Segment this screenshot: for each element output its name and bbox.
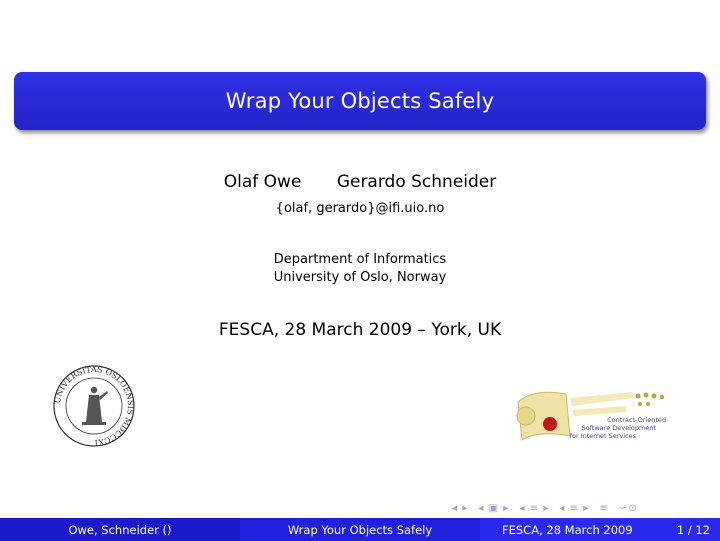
footer-right: [480, 518, 720, 541]
footer-page-number: 1 / 12: [676, 522, 710, 537]
title-banner: [14, 72, 706, 130]
author-2: Gerardo Schneider: [336, 172, 497, 192]
cosoda-line-1: Contract-Oriented: [607, 416, 666, 424]
footer-authors: Owe, Schneider (): [0, 518, 240, 541]
uio-seal-logo: [52, 364, 136, 448]
decor-dots-icon: [636, 393, 665, 407]
cosoda-line-3: for Internet Services: [569, 432, 636, 440]
footer-title: Wrap Your Objects Safely: [240, 518, 480, 541]
nav-slide-icon[interactable]: ◂ ≡ ▸: [559, 503, 590, 514]
cosoda-line-2: Software Development: [581, 424, 656, 432]
seal-figure-icon: [82, 387, 108, 425]
cosoda-logo: [514, 384, 672, 446]
slide-title: Wrap Your Objects Safely: [225, 89, 495, 113]
nav-search-icon[interactable]: ∽⊙: [618, 503, 638, 514]
institution: [0, 251, 720, 287]
author-1: Olaf Owe: [223, 172, 302, 192]
author-email: {olaf, gerardo}@ifi.uio.no: [275, 201, 445, 216]
seal-text: UNIVERSITAS OSLOENSIS MDCCCXI: [52, 364, 136, 448]
nav-frame-icon[interactable]: ◂ ▸: [452, 503, 469, 514]
beamer-navigation: [452, 503, 644, 514]
conference-info: FESCA, 28 March 2009 – York, UK: [218, 320, 502, 340]
department: Department of Informatics: [273, 252, 447, 267]
nav-align-icon[interactable]: ≡: [599, 503, 609, 514]
footer-date: FESCA, 28 March 2009: [502, 522, 633, 537]
footer-bar: [0, 518, 720, 541]
nav-section-icon[interactable]: ◂ ≡ ▸: [519, 503, 550, 514]
author-list: [0, 172, 720, 192]
university: University of Oslo, Norway: [273, 270, 447, 285]
nav-subsection-icon[interactable]: ◂ ▣ ▸: [478, 503, 510, 514]
